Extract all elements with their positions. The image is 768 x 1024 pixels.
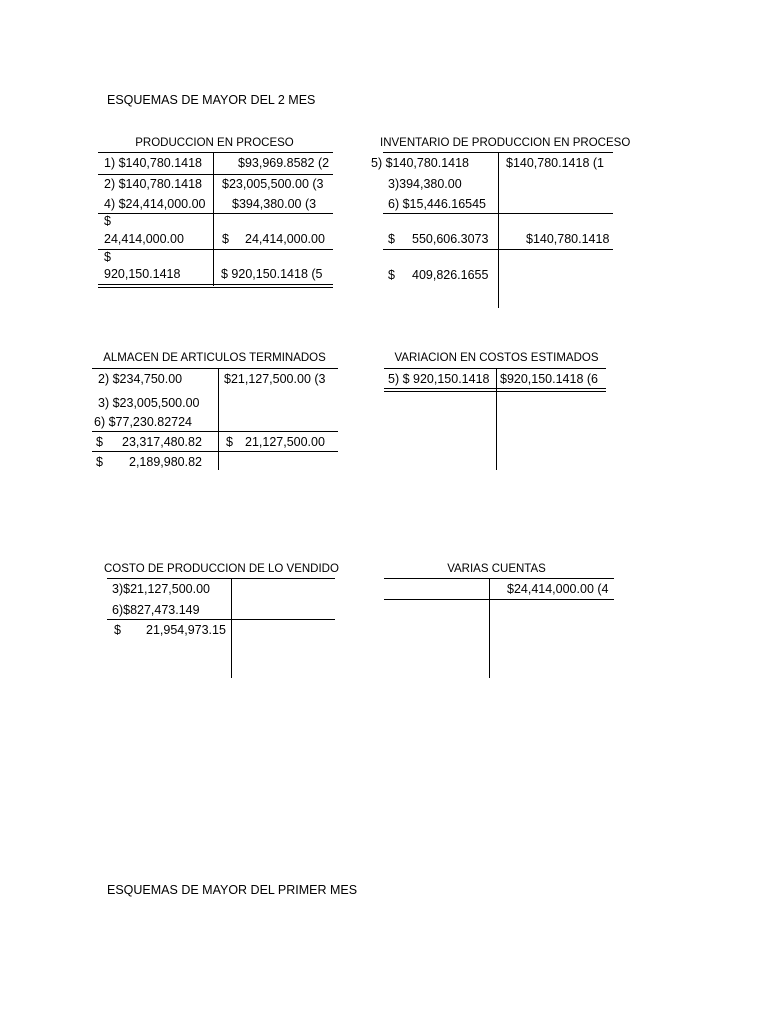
row-line: [98, 213, 333, 214]
account-divider: [231, 578, 232, 678]
account-title: INVENTARIO DE PRODUCCION EN PROCESO: [380, 137, 631, 149]
debit-total-symbol: $: [388, 232, 395, 246]
account-divider: [498, 152, 499, 308]
credit-total: 21,127,500.00: [245, 435, 325, 449]
balance-symbol: $: [96, 455, 103, 469]
total-line: [92, 431, 338, 432]
credit-entry: $93,969.8582 (2: [238, 156, 330, 170]
debit-entry: 6)$827,473.149: [112, 603, 200, 617]
account-top-line: [384, 578, 614, 579]
account-title: ALMACEN DE ARTICULOS TERMINADOS: [103, 352, 326, 364]
debit-entry: 4) $24,414,000.00: [104, 197, 206, 211]
total-symbol: $: [114, 623, 121, 637]
debit-total: 21,954,973.15: [146, 623, 226, 637]
credit-total-symbol: $: [222, 232, 229, 246]
credit-entry: $394,380.00 (3: [232, 197, 317, 211]
debit-balance: 920,150.1418: [104, 267, 181, 281]
debit-entry: 2) $140,780.1418: [104, 177, 203, 191]
balance-line: [383, 249, 613, 250]
account-top-line: [384, 368, 606, 369]
credit-entry: $24,414,000.00 (4: [507, 582, 609, 596]
debit-total: 23,317,480.82: [122, 435, 202, 449]
debit-entry: 3)394,380.00: [388, 177, 462, 191]
total-line: [383, 213, 613, 214]
account-divider: [213, 152, 214, 286]
account-title: VARIAS CUENTAS: [447, 563, 546, 575]
credit-total: $140,780.1418: [526, 232, 610, 246]
debit-entry: 2) $234,750.00: [98, 372, 183, 386]
debit-entry: 3) $23,005,500.00: [98, 396, 200, 410]
debit-entry: 5) $ 920,150.1418: [388, 372, 490, 386]
debit-total: 24,414,000.00: [104, 232, 184, 246]
page-heading-primer-mes: ESQUEMAS DE MAYOR DEL PRIMER MES: [107, 883, 358, 897]
page-heading-2-mes: ESQUEMAS DE MAYOR DEL 2 MES: [107, 93, 316, 107]
account-title: VARIACION EN COSTOS ESTIMADOS: [394, 352, 599, 364]
account-top-line: [107, 578, 335, 579]
credit-entry: $21,127,500.00 (3: [224, 372, 326, 386]
account-divider: [496, 368, 497, 470]
account-top-line: [92, 368, 338, 369]
account-top-line: [98, 152, 333, 153]
debit-balance: 409,826.1655: [412, 268, 489, 282]
balance-symbol: $: [388, 268, 395, 282]
row-line: [98, 174, 333, 175]
total-line: [384, 599, 614, 600]
account-divider: [489, 578, 490, 678]
debit-entry: 3)$21,127,500.00: [112, 582, 211, 596]
credit-total-symbol: $: [226, 435, 233, 449]
balance-line: [92, 451, 338, 452]
debit-entry: 1) $140,780.1418: [104, 156, 203, 170]
total-line: [98, 249, 333, 250]
credit-balance: $ 920,150.1418 (5: [221, 267, 323, 281]
total-double-line: [384, 388, 606, 392]
debit-total: 550,606.3073: [412, 232, 489, 246]
credit-entry: $920,150.1418 (6: [500, 372, 599, 386]
credit-entry: $23,005,500.00 (3: [222, 177, 324, 191]
bottom-double-line: [98, 284, 333, 288]
account-title: PRODUCCION EN PROCESO: [135, 137, 294, 149]
debit-entry: 5) $140,780.1418: [371, 156, 470, 170]
total-line: [107, 619, 335, 620]
credit-total: 24,414,000.00: [245, 232, 325, 246]
debit-entry: 6) $15,446.16545: [388, 197, 487, 211]
debit-total-symbol: $: [104, 214, 111, 228]
account-divider: [218, 368, 219, 470]
debit-entry: 6) $77,230.82724: [94, 415, 193, 429]
account-title: COSTO DE PRODUCCION DE LO VENDIDO: [104, 563, 339, 575]
balance-symbol: $: [104, 250, 111, 264]
debit-total-symbol: $: [96, 435, 103, 449]
debit-balance: 2,189,980.82: [129, 455, 202, 469]
credit-entry: $140,780.1418 (1: [506, 156, 605, 170]
